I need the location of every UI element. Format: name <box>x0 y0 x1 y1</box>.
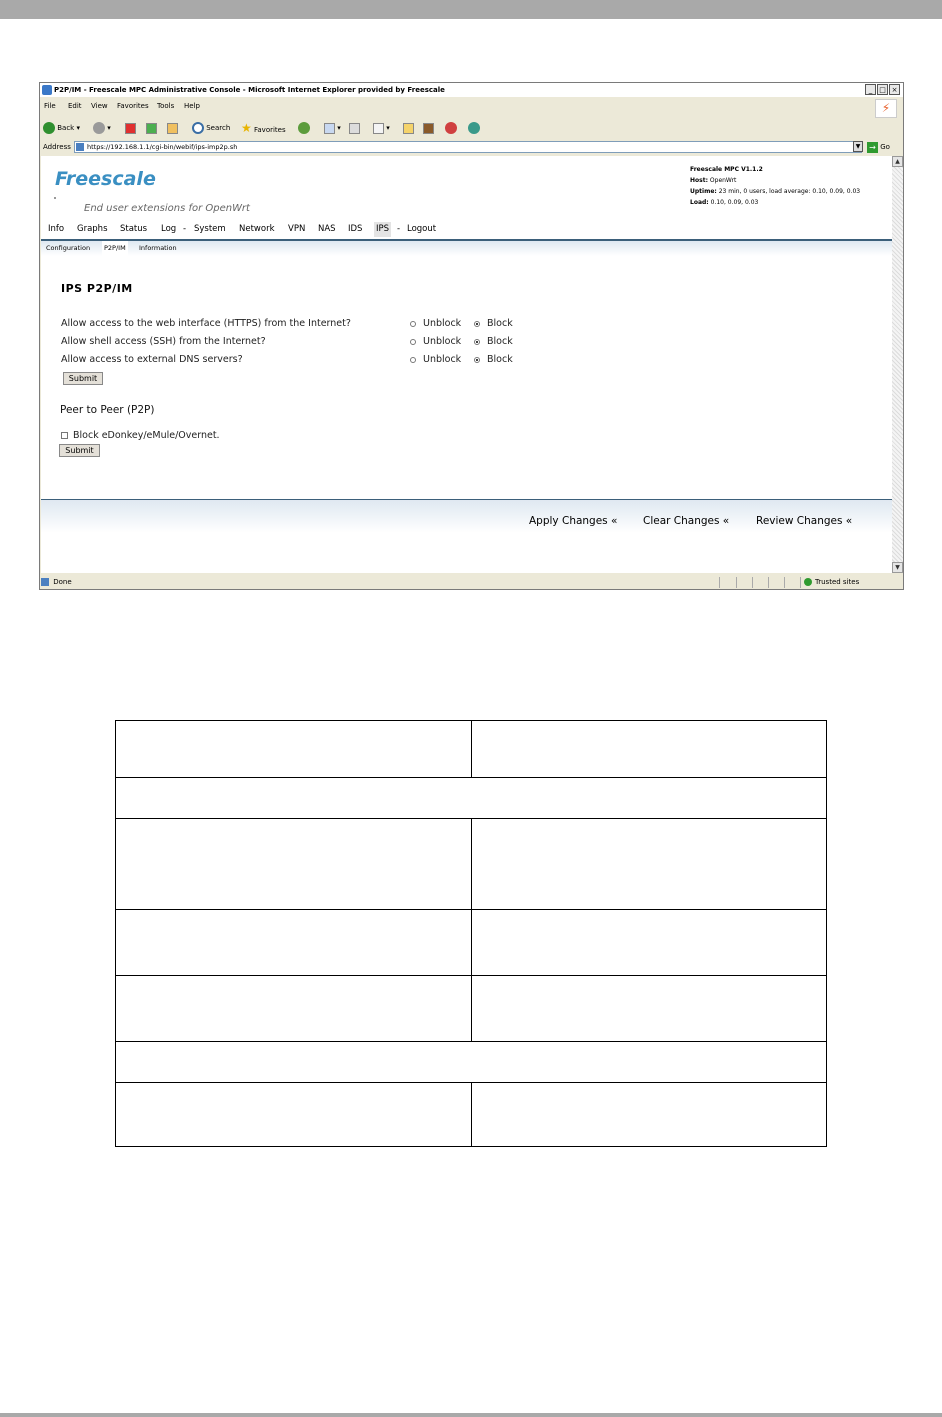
zone-text: Trusted sites <box>815 578 860 586</box>
close-button[interactable]: × <box>889 84 900 95</box>
go-label: Go <box>880 143 890 151</box>
subnav-information[interactable]: Information <box>139 244 177 252</box>
https-unblock-radio[interactable] <box>410 318 461 329</box>
table-cell <box>115 818 472 910</box>
question-dns: Allow access to external DNS servers? <box>61 354 243 365</box>
table-cell <box>471 975 827 1042</box>
question-https: Allow access to the web interface (HTTPS) from the Internet? <box>61 318 351 329</box>
page-header-bar <box>0 0 942 19</box>
windows-logo-icon: ⚡ <box>875 99 897 118</box>
star-icon: ★ <box>241 121 252 135</box>
apply-changes-link[interactable]: Apply Changes « <box>529 515 618 527</box>
nav-network[interactable]: Network <box>239 224 275 234</box>
scroll-up-icon[interactable]: ▲ <box>892 156 903 167</box>
nav-ids[interactable]: IDS <box>348 224 363 234</box>
stop-icon <box>125 123 136 134</box>
table-cell <box>471 1082 827 1147</box>
mail-icon <box>324 123 335 134</box>
page-title: IPS P2P/IM <box>61 282 133 295</box>
table-row <box>115 1041 827 1083</box>
host-label: Host: <box>690 177 708 184</box>
radio-label: Unblock <box>423 354 462 365</box>
research-icon <box>423 123 434 134</box>
main-nav <box>41 222 892 237</box>
discuss-icon <box>403 123 414 134</box>
forward-arrow-icon <box>93 122 105 134</box>
minimize-button[interactable]: _ <box>865 84 876 95</box>
menu-file[interactable]: File <box>44 102 56 110</box>
table-cell <box>115 975 472 1042</box>
stop-button[interactable] <box>125 121 136 135</box>
menu-bar <box>40 99 903 113</box>
table-cell <box>471 720 827 778</box>
menu-edit[interactable]: Edit <box>68 102 82 110</box>
favorites-label: Favorites <box>254 126 286 134</box>
nav-system[interactable]: System <box>194 224 226 234</box>
title-bar <box>40 83 903 97</box>
address-bar <box>40 140 903 154</box>
media-button[interactable] <box>298 121 310 135</box>
radio-button[interactable] <box>474 321 480 327</box>
edit-icon <box>373 123 384 134</box>
table-cell <box>115 720 472 778</box>
page-viewport <box>41 156 892 573</box>
block-edonkey-checkbox[interactable] <box>61 432 68 439</box>
radio-label: Block <box>487 318 513 329</box>
radio-button[interactable] <box>410 357 416 363</box>
scroll-down-icon[interactable]: ▼ <box>892 562 903 573</box>
browser-window <box>39 82 904 590</box>
footer <box>41 500 892 555</box>
home-icon <box>167 123 178 134</box>
status-divider <box>736 577 737 588</box>
address-dropdown-button[interactable]: ▼ <box>853 141 863 152</box>
table-row <box>115 777 827 819</box>
window-title: P2P/IM - Freescale MPC Administrative Console - Microsoft Internet Explorer provided by Freescale <box>54 86 445 94</box>
p2p-heading: Peer to Peer (P2P) <box>60 404 155 416</box>
nav-nas[interactable]: NAS <box>318 224 336 234</box>
research-button[interactable] <box>423 121 434 135</box>
trusted-check-icon <box>804 578 812 586</box>
nav-separator-2: - <box>397 224 401 234</box>
status-text: Done <box>53 578 72 586</box>
load-value: 0.10, 0.09, 0.03 <box>710 199 759 206</box>
radio-button[interactable] <box>474 357 480 363</box>
home-button[interactable] <box>167 121 178 135</box>
radio-button[interactable] <box>410 339 416 345</box>
edit-button[interactable]: ▾ <box>373 121 390 135</box>
ie-icon <box>42 85 52 95</box>
radio-label: Block <box>487 354 513 365</box>
load-label: Load: <box>690 199 709 206</box>
subnav-configuration[interactable]: Configuration <box>46 244 91 252</box>
vertical-scrollbar[interactable] <box>892 156 903 573</box>
mail-button[interactable]: ▾ <box>324 121 341 135</box>
search-label: Search <box>206 124 231 132</box>
table-cell <box>115 1082 472 1147</box>
maximize-button[interactable]: □ <box>877 84 888 95</box>
forward-button[interactable]: ▾ <box>93 121 111 135</box>
nav-status[interactable]: Status <box>120 224 148 234</box>
favorites-button[interactable] <box>241 121 286 135</box>
security-zone <box>804 576 859 589</box>
address-url: https://192.168.1.1/cgi-bin/webif/ips-imp2p.sh <box>87 143 238 151</box>
back-button[interactable]: Back ▾ <box>43 121 80 135</box>
tools-icon <box>468 122 480 134</box>
subnav-p2p-im[interactable]: P2P/IM <box>102 241 128 256</box>
table-cell <box>471 818 827 910</box>
nav-log[interactable]: Log <box>161 224 177 234</box>
search-button[interactable] <box>192 121 230 135</box>
menu-view[interactable]: View <box>91 102 108 110</box>
freescale-logo: Freescale <box>55 168 156 190</box>
version-text: Freescale MPC V1.1.2 <box>690 166 763 173</box>
go-button[interactable] <box>867 140 890 154</box>
ssh-block-radio[interactable] <box>474 336 513 347</box>
host-value: OpenWrt <box>709 177 737 184</box>
radio-label: Unblock <box>423 336 462 347</box>
https-block-radio[interactable] <box>474 318 513 329</box>
nav-vpn[interactable]: VPN <box>288 224 306 234</box>
table-cell <box>471 909 827 976</box>
submit-button[interactable]: Submit <box>63 372 103 385</box>
search-icon <box>192 122 204 134</box>
nav-separator: - <box>183 224 187 234</box>
radio-label: Unblock <box>423 318 462 329</box>
ssh-unblock-radio[interactable] <box>410 336 461 347</box>
sub-nav <box>41 241 892 256</box>
uptime-label: Uptime: <box>690 188 717 195</box>
messenger-icon <box>445 122 457 134</box>
messenger-button[interactable] <box>445 121 457 135</box>
p2p-submit-button[interactable]: Submit <box>59 444 100 457</box>
media-icon <box>298 122 310 134</box>
radio-button[interactable] <box>410 321 416 327</box>
nav-graphs[interactable]: Graphs <box>77 224 108 234</box>
menu-help[interactable]: Help <box>184 102 200 110</box>
status-divider <box>768 577 769 588</box>
status-divider <box>752 577 753 588</box>
system-info <box>690 164 860 208</box>
print-icon <box>349 123 360 134</box>
status-divider <box>784 577 785 588</box>
nav-info[interactable]: Info <box>48 224 65 234</box>
tools-button[interactable] <box>468 121 480 135</box>
radio-label: Block <box>487 336 513 347</box>
page-done-icon <box>41 578 49 586</box>
print-button[interactable] <box>349 121 360 135</box>
page-icon <box>76 143 84 151</box>
status-divider <box>800 577 801 588</box>
page-footer-bar <box>0 1413 942 1417</box>
address-label: Address <box>43 143 71 151</box>
review-changes-link[interactable]: Review Changes « <box>756 515 853 527</box>
dns-unblock-radio[interactable] <box>410 354 461 365</box>
radio-button[interactable] <box>474 339 480 345</box>
back-arrow-icon <box>43 122 55 134</box>
empty-table <box>115 720 827 1147</box>
back-label: Back <box>57 124 75 132</box>
nav-ips[interactable]: IPS <box>374 222 391 237</box>
p2p-option[interactable] <box>61 430 220 441</box>
go-arrow-icon: → <box>867 142 878 153</box>
status-divider <box>719 577 720 588</box>
logo-dot <box>54 197 56 199</box>
tagline: End user extensions for OpenWrt <box>84 203 250 214</box>
menu-favorites[interactable]: Favorites <box>117 102 149 110</box>
status-bar <box>40 576 903 589</box>
table-cell <box>115 909 472 976</box>
checkbox-label: Block eDonkey/eMule/Overnet. <box>73 430 220 441</box>
discuss-button[interactable] <box>403 121 414 135</box>
question-ssh: Allow shell access (SSH) from the Internet? <box>61 336 266 347</box>
refresh-button[interactable] <box>146 121 157 135</box>
nav-logout[interactable]: Logout <box>407 224 437 234</box>
address-input[interactable] <box>74 141 862 153</box>
refresh-icon <box>146 123 157 134</box>
clear-changes-link[interactable]: Clear Changes « <box>643 515 730 527</box>
toolbar <box>40 118 903 138</box>
menu-tools[interactable]: Tools <box>157 102 175 110</box>
uptime-value: 23 min, 0 users, load average: 0.10, 0.09, 0.03 <box>718 188 861 195</box>
dns-block-radio[interactable] <box>474 354 513 365</box>
